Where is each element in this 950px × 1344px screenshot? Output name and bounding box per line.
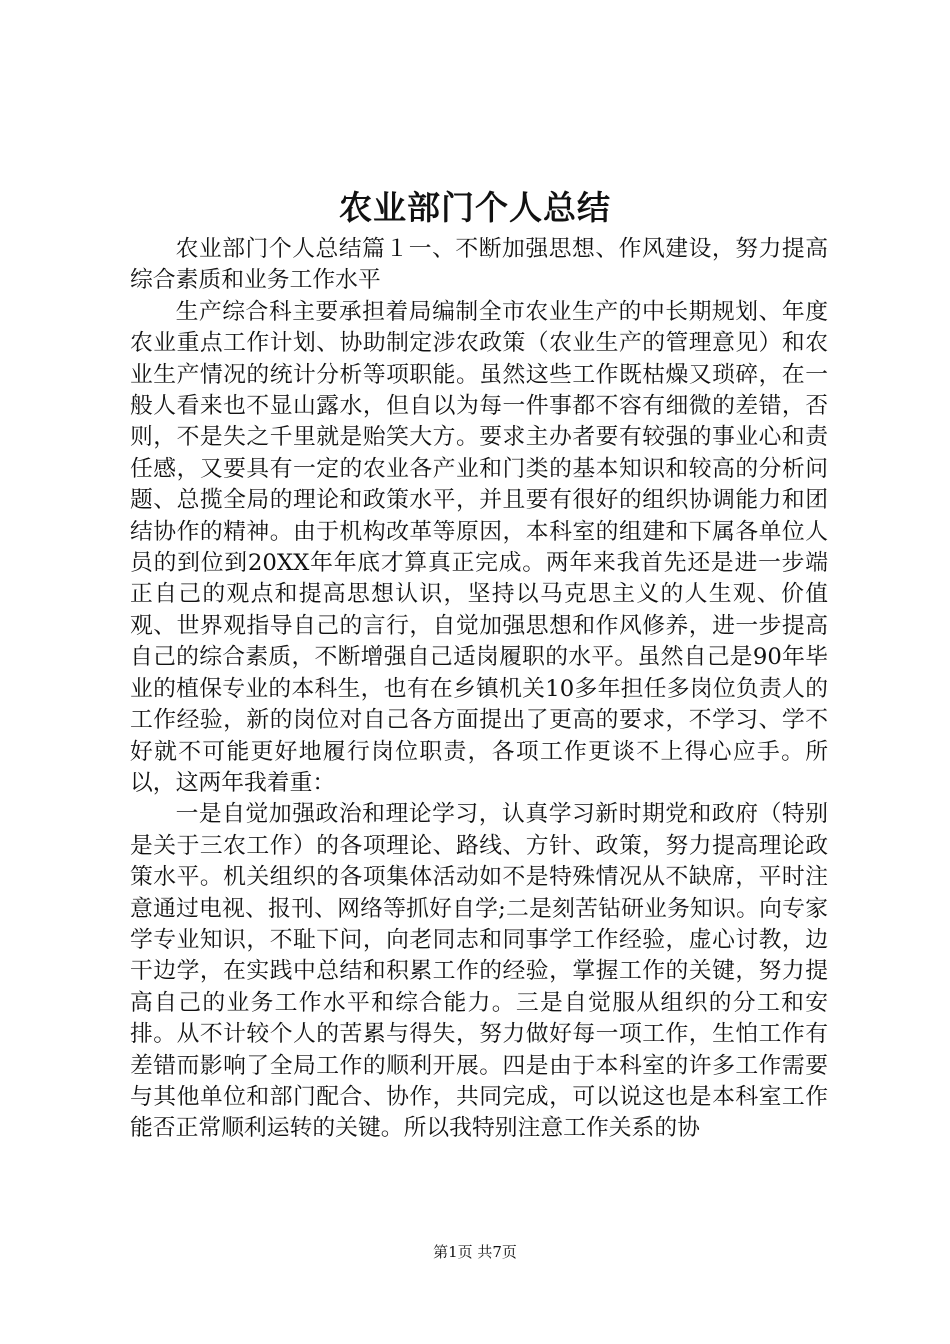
- document-title: 农业部门个人总结: [339, 188, 611, 227]
- paragraph-3: 一是自觉加强政治和理论学习，认真学习新时期党和政府（特别是关于三农工作）的各项理论、路线、方针、政策，努力提高理论政策水平。机关组织的各项集体活动如不是特殊情况从不缺席，平时注意通过电视、报刊、网络等抓好自学;二是刻苦钻研业务知识。向专家学专业知识，不耻下问，向老同志和同事学工作经验，虚心讨教，边干边学，在实践中总结和积累工作的经验，掌握工作的关键，努力提高自己的业务工作水平和综合能力。三是自觉服从组织的分工和安排。从不计较个人的苦累与得失，努力做好每一项工作，生怕工作有差错而影响了全局工作的顺利开展。四是由于本科室的许多工作需要与其他单位和部门配合、协作，共同完成，可以说这也是本科室工作能否正常顺利运转的关键。所以我特别注意工作关系的协: [130, 801, 828, 1142]
- document-body: [130, 234, 828, 1145]
- paragraph-2: 生产综合科主要承担着局编制全市农业生产的中长期规划、年度农业重点工作计划、协助制定涉农政策（农业生产的管理意见）和农业生产情况的统计分析等项职能。虽然这些工作既枯燥又琐碎，在一般人看来也不显山露水，但自以为每一件事都不容有细微的差错，否则，不是失之千里就是贻笑大方。要求主办者要有较强的事业心和责任感，又要具有一定的农业各产业和门类的基本知识和较高的分析问题、总揽全局的理论和政策水平，并且要有很好的组织协调能力和团结协作的精神。由于机构改革等原因，本科室的组建和下属各单位人员的到位到20XX年年底才算真正完成。两年来我首先还是进一步端正自己的观点和提高思想认识，坚持以马克思主义的人生观、价值观、世界观指导自己的言行，自觉加强思想和作风修养，进一步提高自己的综合素质，不断增强自己适岗履职的水平。虽然自己是90年毕业的植保专业的本科生，也有在乡镇机关10多年担任多岗位负责人的工作经验，新的岗位对自己各方面提出了更高的要求，不学习、学不好就不可能更好地履行岗位职责，各项工作更谈不上得心应手。所以，这两年我着重：: [130, 298, 828, 796]
- paragraph-1: 农业部门个人总结篇１一、不断加强思想、作风建设，努力提高综合素质和业务工作水平: [130, 236, 828, 294]
- page-number: 第1页 共7页: [433, 1243, 517, 1261]
- page-footer: [0, 1240, 950, 1264]
